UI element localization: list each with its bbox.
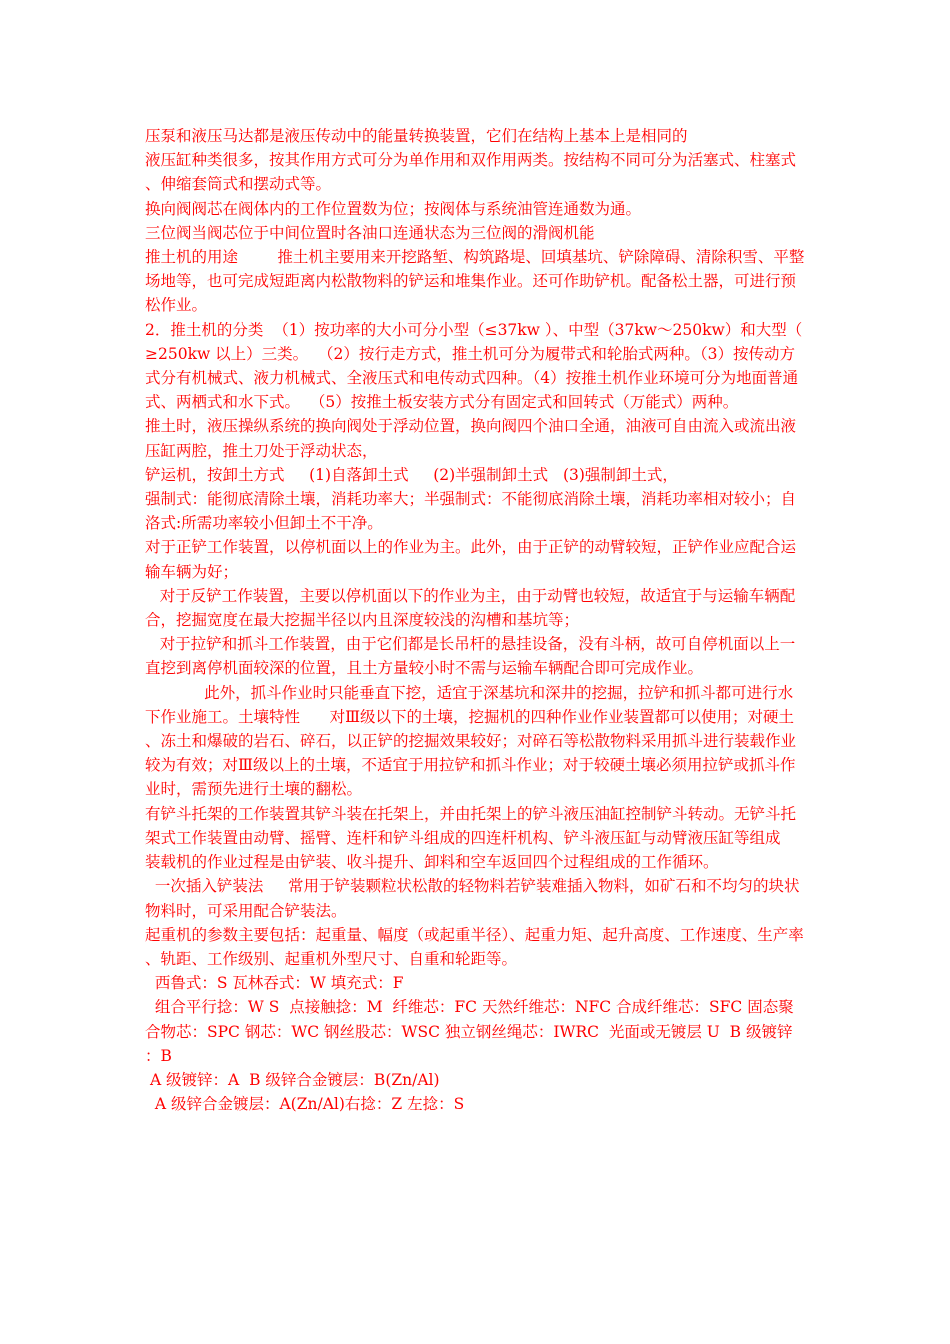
- paragraph-grab-soil: 此外，抓斗作业时只能垂直下挖，适宜于深基坑和深井的挖掘，拉铲和抓斗都可进行水下作业施工。土壤特性 对Ⅲ级以下的土壤，挖掘机的四种作业作业装置都可以使用；对硬土、冻土和爆破的岩石、碎石，以正铲的挖掘效果较好；对碎石等松散物料采用抓斗进行装载作业较为有效；对Ⅲ级以上的土壤，不适宜于用拉铲和抓斗作业；对于较硬土壤必须用拉铲或抓斗作业时，需预先进行土壤的翻松。: [145, 683, 797, 799]
- paragraph-bulldozer-classification: 2．推土机的分类 （1）按功率的大小可分小型（≤37kw ）、中型（37kw～250kw）和大型（≥250kw 以上）三类。 （2）按行走方式，推土机可分为履带式和轮胎式两种。（3）按传动方式分有机械式、液力机械式、全液压式和电传动式四种。（4）按推土机作业环境可分为地面普通式、两栖式和水下式。 （5）按推土板安装方式分有固定式和回转式（万能式）两种。: [145, 320, 803, 412]
- paragraph-bucket-bracket: 有铲斗托架的工作装置其铲斗装在托架上，并由托架上的铲斗液压油缸控制铲斗转动。无铲斗托架式工作装置由动臂、摇臂、连杆和铲斗组成的四连杆机构、铲斗液压缸与动臂液压缸等组成: [145, 804, 797, 847]
- paragraph-hydraulic-pump-motor: 压泵和液压马达都是液压传动中的能量转换装置，它们在结构上基本上是相同的: [145, 127, 688, 145]
- paragraph-dragline-grab: 对于拉铲和抓斗工作装置，由于它们都是长吊杆的悬挂设备，没有斗柄，故可自停机面以上一直挖到离停机面较深的位置，且土方量较小时不需与运输车辆配合即可完成作业。: [145, 635, 796, 678]
- paragraph-directional-valve: 换向阀阀芯在阀体内的工作位置数为位；按阀体与系统油管连通数为通。: [145, 199, 642, 218]
- paragraph-forced-unloading: 强制式：能彻底清除土壤，消耗功率大；半强制式：不能彻底消除土壤，消耗功率相对较小；自洛式:所需功率较小但卸土不干净。: [145, 490, 797, 533]
- paragraph-three-position-valve: 三位阀当阀芯位于中间位置时各油口连通状态为三位阀的滑阀机能: [145, 223, 595, 242]
- paragraph-scraper-unloading: 铲运机，按卸土方式 (1)自落卸土式 (2)半强制卸土式 (3)强制卸土式，: [145, 465, 678, 484]
- paragraph-loader-cycle: 装载机的作业过程是由铲装、收斗提升、卸料和空车返回四个过程组成的工作循环。: [145, 853, 719, 872]
- paragraph-bulldozer-use: 推土机的用途 推土机主要用来开挖路堑、构筑路堤、回填基坑、铲除障碍、清除积雪、平整场地等，也可完成短距离内松散物料的铲运和堆集作业。还可作助铲机。配备松土器，可进行预松作业。: [145, 248, 805, 315]
- paragraph-rope-types: 西鲁式：S 瓦林吞式：W 填充式：F: [145, 974, 404, 993]
- paragraph-hydraulic-cylinder-types: 液压缸种类很多，按其作用方式可分为单作用和双作用两类。按结构不同可分为活塞式、柱塞式、伸缩套筒式和摆动式等。: [145, 151, 797, 194]
- document-body: [145, 124, 805, 1116]
- paragraph-front-shovel: 对于正铲工作装置，以停机面以上的作业为主。此外，由于正铲的动臂较短，正铲作业应配合运输车辆为好；: [145, 538, 797, 581]
- paragraph-bulldozer-float: 推土时，液压操纵系统的换向阀处于浮动位置，换向阀四个油口全通，油液可自由流入或流出液压缸两腔，推土刀处于浮动状态，: [145, 417, 797, 460]
- paragraph-zinc-alloy-lay: A 级锌合金镀层：A(Zn/Al)右捻：Z 左捻：S: [145, 1095, 465, 1114]
- paragraph-backhoe: 对于反铲工作装置，主要以停机面以下的作业为主，由于动臂也较短，故适宜于与运输车辆配合，挖掘宽度在最大挖掘半径以内且深度较浅的沟槽和基坑等；: [145, 586, 796, 630]
- paragraph-crane-parameters: 起重机的参数主要包括：起重量、幅度（或起重半径）、起重力矩、起升高度、工作速度、生产率、轨距、工作级别、起重机外型尺寸、自重和轮距等。: [145, 925, 804, 968]
- paragraph-rope-codes: 组合平行捻：W S 点接触捻：M 纤维芯：FC 天然纤维芯：NFC 合成纤维芯：SFC 固态聚合物芯：SPC 钢芯：WC 钢丝股芯：WSC 独立钢丝绳芯：IWRC 光面或无镀层 U B 级镀锌：B: [145, 998, 794, 1065]
- paragraph-insertion-method: 一次插入铲装法 常用于铲装颗粒状松散的轻物料若铲装难插入物料，如矿石和不均匀的块状物料时，可采用配合铲装法。: [145, 877, 800, 920]
- paragraph-galvanizing-a: A 级镀锌：A B 级锌合金镀层：B(Zn/Al): [145, 1070, 440, 1089]
